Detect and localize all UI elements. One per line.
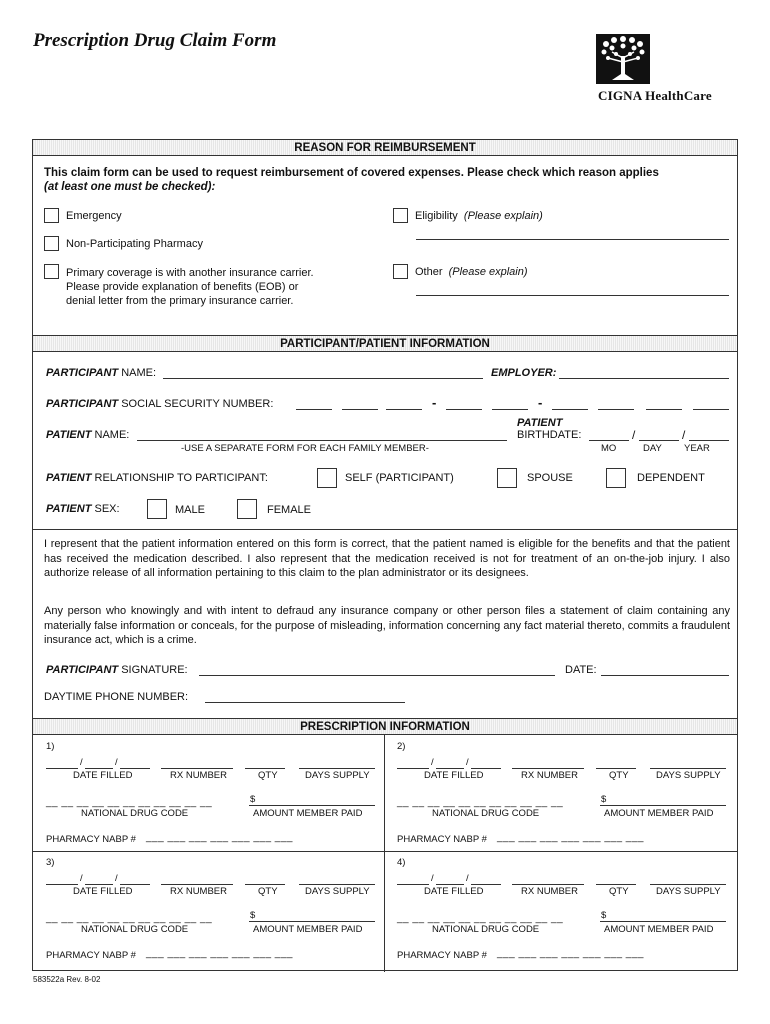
mo-label: MO <box>601 443 617 454</box>
column-divider <box>384 735 385 972</box>
date-field[interactable] <box>601 675 729 676</box>
date-slash: / <box>80 757 83 768</box>
pharmacy-nabp-field[interactable]: ___ ___ ___ ___ ___ ___ ___ <box>497 832 644 843</box>
date-slash: / <box>80 873 83 884</box>
eligibility-checkbox[interactable] <box>393 208 408 223</box>
rx-number-label: RX NUMBER <box>521 886 579 897</box>
date-filled-year-field[interactable] <box>120 884 150 885</box>
rx-number-field[interactable] <box>512 884 584 885</box>
days-supply-label: DAYS SUPPLY <box>656 886 721 897</box>
date-filled-year-field[interactable] <box>471 884 501 885</box>
date-slash: / <box>682 428 686 442</box>
pharmacy-nabp-label: PHARMACY NABP # <box>397 950 487 961</box>
rx-number-label: RX NUMBER <box>170 886 228 897</box>
ssn-digit-field[interactable] <box>552 409 588 410</box>
participant-heading: PARTICIPANT/PATIENT INFORMATION <box>33 335 737 352</box>
signature-label: PARTICIPANT SIGNATURE: <box>46 664 188 676</box>
eligibility-label: Eligibility (Please explain) <box>415 210 543 222</box>
self-label: SELF (PARTICIPANT) <box>345 472 454 484</box>
date-slash: / <box>431 873 434 884</box>
ndc-field[interactable]: __ __ __ __ __ __ __ __ __ __ __ <box>397 797 564 808</box>
amount-paid-label: AMOUNT MEMBER PAID <box>253 808 363 819</box>
days-supply-label: DAYS SUPPLY <box>656 770 721 781</box>
qty-label: QTY <box>258 770 278 781</box>
ndc-label: NATIONAL DRUG CODE <box>81 924 189 935</box>
days-supply-field[interactable] <box>650 884 726 885</box>
date-filled-day-field[interactable] <box>85 884 113 885</box>
days-supply-field[interactable] <box>299 884 375 885</box>
date-filled-label: DATE FILLED <box>424 886 484 897</box>
date-slash: / <box>115 873 118 884</box>
patient-name-field[interactable] <box>137 440 507 441</box>
pharmacy-nabp-label: PHARMACY NABP # <box>397 834 487 845</box>
male-label: MALE <box>175 504 205 516</box>
relationship-label: PATIENT RELATIONSHIP TO PARTICIPANT: <box>46 472 268 484</box>
pharmacy-nabp-field[interactable]: ___ ___ ___ ___ ___ ___ ___ <box>146 948 293 959</box>
qty-field[interactable] <box>245 884 285 885</box>
date-filled-day-field[interactable] <box>436 884 464 885</box>
birthdate-year-field[interactable] <box>689 440 729 441</box>
date-label: DATE: <box>565 664 597 676</box>
qty-field[interactable] <box>596 768 636 769</box>
rx-number-field[interactable] <box>161 768 233 769</box>
row-divider <box>33 851 737 852</box>
pharmacy-nabp-field[interactable]: ___ ___ ___ ___ ___ ___ ___ <box>497 948 644 959</box>
date-filled-year-field[interactable] <box>120 768 150 769</box>
reason-intro-note: (at least one must be checked): <box>44 181 216 193</box>
ssn-digit-field[interactable] <box>296 409 332 410</box>
pharmacy-nabp-label: PHARMACY NABP # <box>46 950 136 961</box>
date-filled-day-field[interactable] <box>436 768 464 769</box>
other-explain-line[interactable] <box>416 295 729 296</box>
rx-number-field[interactable] <box>512 768 584 769</box>
ndc-field[interactable]: __ __ __ __ __ __ __ __ __ __ __ <box>397 913 564 924</box>
date-slash: / <box>632 428 636 442</box>
rx-number-label: RX NUMBER <box>521 770 579 781</box>
separate-form-note: -USE A SEPARATE FORM FOR EACH FAMILY MEMBER- <box>181 443 429 454</box>
non-participating-label: Non-Participating Pharmacy <box>66 238 203 250</box>
ssn-digit-field[interactable] <box>598 409 634 410</box>
tree-logo-icon <box>596 34 650 84</box>
rx-number-label: RX NUMBER <box>170 770 228 781</box>
spouse-checkbox[interactable] <box>497 468 517 488</box>
prescription-number: 2) <box>397 741 406 752</box>
days-supply-label: DAYS SUPPLY <box>305 886 370 897</box>
date-filled-month-field[interactable] <box>46 768 78 769</box>
amount-paid-label: AMOUNT MEMBER PAID <box>604 808 714 819</box>
pharmacy-nabp-field[interactable]: ___ ___ ___ ___ ___ ___ ___ <box>146 832 293 843</box>
employer-label: EMPLOYER: <box>491 367 557 379</box>
primary-coverage-checkbox[interactable] <box>44 264 59 279</box>
date-filled-day-field[interactable] <box>85 768 113 769</box>
amount-paid-label: AMOUNT MEMBER PAID <box>253 924 363 935</box>
ndc-field[interactable]: __ __ __ __ __ __ __ __ __ __ __ <box>46 797 213 808</box>
ssn-digit-field[interactable] <box>646 409 682 410</box>
attestation-paragraph: I represent that the patient information entered on this form is correct, that the patient named is eligible for the benefits and that the patient has received the medication described. I also represent that the medication received is not for treatment of an on-the-job injury. I also authorize release of all information pertaining to this claim to the plan administrator or its designees. <box>44 538 730 579</box>
qty-label: QTY <box>609 770 629 781</box>
amount-paid-field[interactable] <box>249 805 375 806</box>
dollar-sign: $ <box>250 794 256 805</box>
eligibility-explain-line[interactable] <box>416 239 729 240</box>
qty-field[interactable] <box>596 884 636 885</box>
male-checkbox[interactable] <box>147 499 167 519</box>
phone-label: DAYTIME PHONE NUMBER: <box>44 691 189 703</box>
days-supply-field[interactable] <box>650 768 726 769</box>
pharmacy-nabp-label: PHARMACY NABP # <box>46 834 136 845</box>
date-filled-label: DATE FILLED <box>424 770 484 781</box>
date-filled-month-field[interactable] <box>46 884 78 885</box>
days-supply-field[interactable] <box>299 768 375 769</box>
employer-field[interactable] <box>559 378 729 379</box>
non-participating-checkbox[interactable] <box>44 236 59 251</box>
prescription-number: 4) <box>397 857 406 868</box>
rx-number-field[interactable] <box>161 884 233 885</box>
amount-paid-field[interactable] <box>600 805 726 806</box>
amount-paid-field[interactable] <box>249 921 375 922</box>
signature-field[interactable] <box>199 675 555 676</box>
other-checkbox[interactable] <box>393 264 408 279</box>
days-supply-label: DAYS SUPPLY <box>305 770 370 781</box>
ndc-label: NATIONAL DRUG CODE <box>81 808 189 819</box>
ssn-digit-field[interactable] <box>446 409 482 410</box>
date-filled-label: DATE FILLED <box>73 770 133 781</box>
other-label: Other (Please explain) <box>415 266 528 278</box>
date-slash: / <box>466 873 469 884</box>
date-filled-month-field[interactable] <box>397 884 429 885</box>
date-filled-label: DATE FILLED <box>73 886 133 897</box>
participant-name-label: PARTICIPANT NAME: <box>46 367 157 379</box>
fraud-warning-paragraph: Any person who knowingly and with intent to defraud any insurance company or other person files a statement of claim containing any materially false information or conceals, for the purpose of misleading, information concerning any fact material thereto, commits a fraudulent insurance act, which is a crime. <box>44 605 730 646</box>
dollar-sign: $ <box>601 910 607 921</box>
participant-name-field[interactable] <box>163 378 483 379</box>
claim-form <box>32 139 738 971</box>
phone-field[interactable] <box>205 702 405 703</box>
form-revision-code: 583522a Rev. 8-02 <box>33 975 101 984</box>
ndc-label: NATIONAL DRUG CODE <box>432 808 540 819</box>
ndc-field[interactable]: __ __ __ __ __ __ __ __ __ __ __ <box>46 913 213 924</box>
patient-name-label: PATIENT NAME: <box>46 429 130 441</box>
qty-label: QTY <box>609 886 629 897</box>
date-slash: / <box>466 757 469 768</box>
dependent-checkbox[interactable] <box>606 468 626 488</box>
section-divider <box>33 529 737 530</box>
date-slash: / <box>431 757 434 768</box>
year-label: YEAR <box>684 443 710 454</box>
ssn-digit-field[interactable] <box>386 409 422 410</box>
qty-field[interactable] <box>245 768 285 769</box>
ssn-separator: - <box>538 395 543 410</box>
ssn-digit-field[interactable] <box>693 409 729 410</box>
dollar-sign: $ <box>601 794 607 805</box>
birthdate-day-field[interactable] <box>639 440 679 441</box>
emergency-checkbox[interactable] <box>44 208 59 223</box>
ndc-label: NATIONAL DRUG CODE <box>432 924 540 935</box>
ssn-digit-field[interactable] <box>342 409 378 410</box>
prescription-heading: PRESCRIPTION INFORMATION <box>33 718 737 735</box>
sex-label: PATIENT SEX: <box>46 503 120 515</box>
day-label: DAY <box>643 443 662 454</box>
dependent-label: DEPENDENT <box>637 472 705 484</box>
ssn-digit-field[interactable] <box>492 409 528 410</box>
patient-birthdate-word: PATIENT <box>517 417 563 429</box>
brand-name: CIGNA HealthCare <box>598 88 712 103</box>
date-slash: / <box>115 757 118 768</box>
reason-intro: This claim form can be used to request reimbursement of covered expenses. Please check which reason applies <box>44 167 659 179</box>
amount-paid-field[interactable] <box>600 921 726 922</box>
birthdate-label: BIRTHDATE: <box>517 429 582 441</box>
birthdate-month-field[interactable] <box>589 440 629 441</box>
dollar-sign: $ <box>250 910 256 921</box>
date-filled-year-field[interactable] <box>471 768 501 769</box>
spouse-label: SPOUSE <box>527 472 573 484</box>
reason-heading: REASON FOR REIMBURSEMENT <box>33 139 737 156</box>
primary-coverage-label: Primary coverage is with another insurance carrier. Please provide explanation of benefits (EOB) or denial letter from the primary insurance carrier. <box>66 267 314 307</box>
female-label: FEMALE <box>267 504 312 516</box>
date-filled-month-field[interactable] <box>397 768 429 769</box>
ssn-separator: - <box>432 395 437 410</box>
prescription-number: 1) <box>46 741 55 752</box>
qty-label: QTY <box>258 886 278 897</box>
self-checkbox[interactable] <box>317 468 337 488</box>
amount-paid-label: AMOUNT MEMBER PAID <box>604 924 714 935</box>
prescription-number: 3) <box>46 857 55 868</box>
emergency-label: Emergency <box>66 210 122 222</box>
form-title: Prescription Drug Claim Form <box>33 30 277 51</box>
female-checkbox[interactable] <box>237 499 257 519</box>
ssn-label: PARTICIPANT SOCIAL SECURITY NUMBER: <box>46 398 274 410</box>
